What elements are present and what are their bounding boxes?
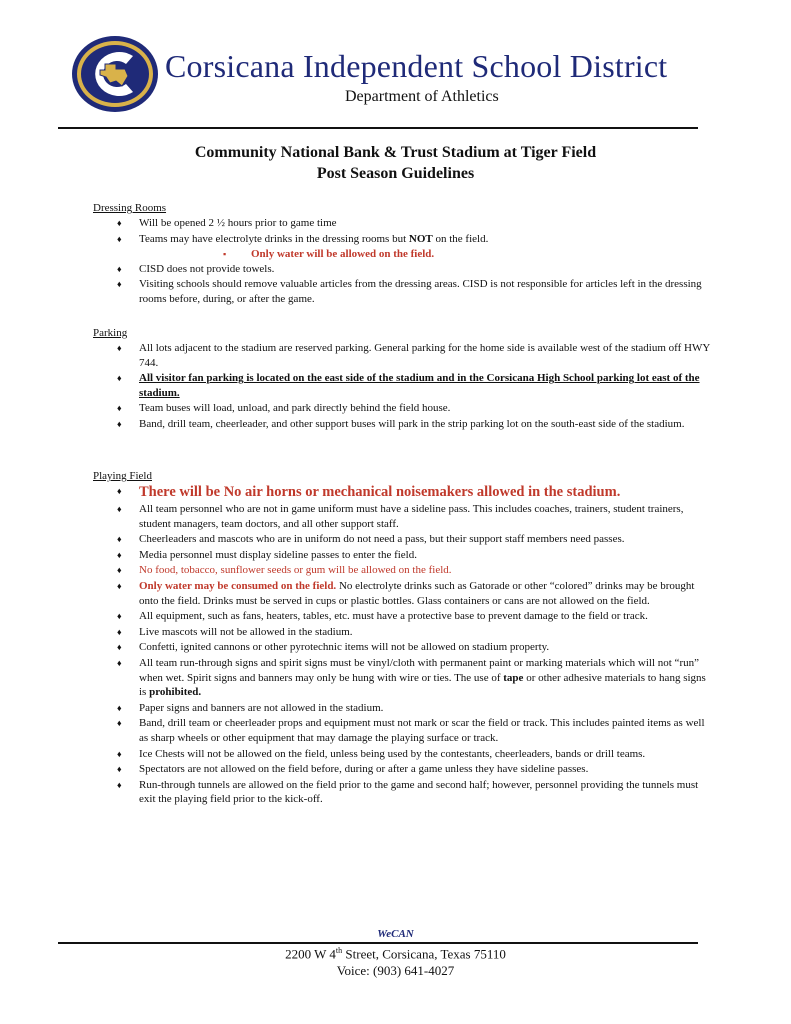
list-item: ♦ Visiting schools should remove valuable articles from the dressing areas. CISD is not responsible for articles left in the dressing rooms before, during, or after the game. [93,277,713,306]
list-item: ♦ Run-through tunnels are allowed on the field prior to the game and second half; however, personnel providing the tunnels must exit the playing field prior to the kick-off. [93,778,713,807]
dressing-rooms-sublist [93,247,713,262]
list-item: ♦ No food, tobacco, sunflower seeds or gum will be allowed on the field. [93,563,713,578]
sub-list-item: ▪ Only water will be allowed on the field. [93,247,713,262]
list-item: ♦ Live mascots will not be allowed in the stadium. [93,625,713,640]
list-item: ♦ Paper signs and banners are not allowed in the stadium. [93,701,713,716]
parking-heading: Parking [93,327,128,339]
list-item: ♦ Band, drill team or cheerleader props and equipment must not mark or scar the field or track. This includes painted items as well as sharp wheels or other equipment that may damage the playing surface or track. [93,716,713,745]
dressing-rooms-section [93,201,713,308]
department-name: Department of Athletics [345,88,499,105]
dressing-rooms-list [93,216,713,246]
dressing-rooms-heading: Dressing Rooms [93,202,167,214]
playing-field-section [93,469,713,808]
list-item: ♦ Spectators are not allowed on the field before, during or after a game unless they have sideline passes. [93,762,713,777]
list-item: ♦ Only water may be consumed on the field. No electrolyte drinks such as Gatorade or other “colored” drinks may be brought onto the field. Drinks must be served in cups or plastic bottles. Glass containers or cans are not allowed on the field. [93,579,713,608]
parking-section [93,326,713,433]
list-item: ♦ CISD does not provide towels. [93,262,713,277]
list-item: ♦ Confetti, ignited cannons or other pyrotechnic items will not be allowed on stadium property. [93,640,713,655]
list-item: ♦ Media personnel must display sideline passes to enter the field. [93,548,713,563]
list-item: ♦ Team buses will load, unload, and park directly behind the field house. [93,401,713,416]
list-item: ♦ All team personnel who are not in game uniform must have a sideline pass. This includes coaches, trainers, student trainers, student managers, team doctors, and all other support staff. [93,502,713,531]
list-item: ♦ All visitor fan parking is located on the east side of the stadium and in the Corsicana High School parking lot east of the stadium. [93,371,713,400]
footer-divider [58,942,698,944]
list-item: ♦ Will be opened 2 ½ hours prior to game time [93,216,713,231]
district-name: Corsicana Independent School District [165,48,668,84]
list-item: ♦ All team run-through signs and spirit signs must be vinyl/cloth with permanent paint or marking materials which will not “run” when wet. Spirit signs and banners may only be hung with wire or ties. The use of tape or other adhesive materials to hang signs is prohibited. [93,656,713,700]
document-subtitle: Post Season Guidelines [316,165,475,182]
footer-address: 2200 W 4th Street, Corsicana, Texas 75110 [285,946,506,962]
list-item: ♦ Teams may have electrolyte drinks in the dressing rooms but NOT on the field. [93,232,713,247]
footer-phone: Voice: (903) 641-4027 [336,963,455,978]
list-item: ♦ Ice Chests will not be allowed on the field, unless being used by the contestants, cheerleaders, bands or drill teams. [93,747,713,762]
playing-field-heading: Playing Field [93,470,152,482]
list-item: ♦ Band, drill team, cheerleader, and other support buses will park in the strip parking lot on the south-east side of the stadium. [93,417,713,432]
list-item: ♦ There will be No air horns or mechanical noisemakers allowed in the stadium. [93,484,713,501]
document-title: Community National Bank & Trust Stadium at Tiger Field [194,144,597,161]
header-divider [58,127,698,129]
playing-field-list [93,484,713,807]
list-item: ♦ All equipment, such as fans, heaters, tables, etc. must have a protective base to prevent damage to the field or track. [93,609,713,624]
list-item: ♦ Cheerleaders and mascots who are in uniform do not need a pass, but their support staff members need passes. [93,532,713,547]
parking-list [93,341,713,432]
district-logo [70,34,160,114]
list-item: ♦ All lots adjacent to the stadium are reserved parking. General parking for the home side is available west of the stadium off HWY 744. [93,341,713,370]
footer-motto: WeCAN [377,928,414,940]
